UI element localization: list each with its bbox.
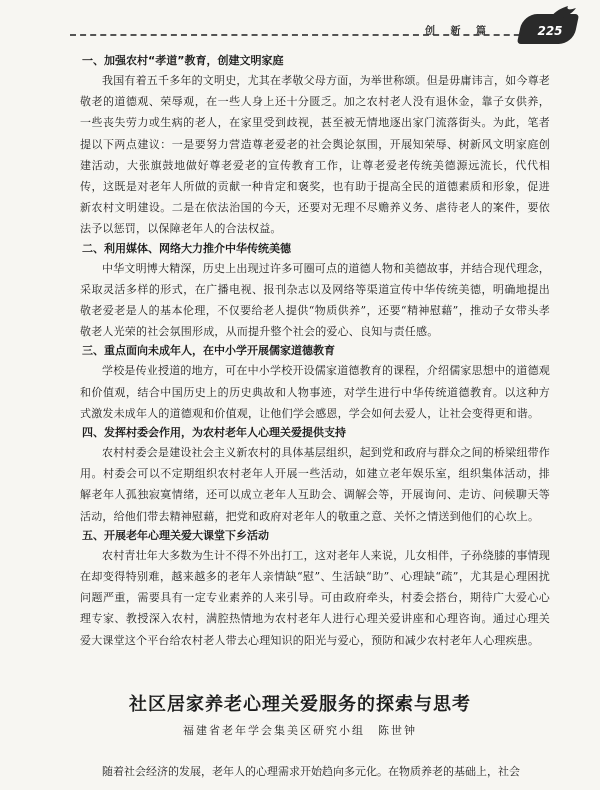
section-heading-4: 四、发挥村委会作用，为农村老年人心理关爱提供支持 <box>82 426 346 440</box>
section-label: 创 新 篇 <box>425 26 492 37</box>
section-heading-3: 三、重点面向未成年人，在中小学开展儒家道德教育 <box>82 344 335 358</box>
section-heading-1: 一、加强农村“孝道”教育，创建文明家庭 <box>82 54 284 67</box>
section-heading-5: 五、开展老年心理关爱大课堂下乡活动 <box>82 528 269 542</box>
section-paragraph-2: 中华文明博大精深，历史上出现过许多可圈可点的道德人物和美德故事，并结合现代理念，采取灵活多样的形式，在广播电视、报刊杂志以及网络等渠道宣传中华传统美德，明确地提出敬老爱老是人的基本伦理，不仅要给老人提供“物质供养”，还要“精神慰藉”，推动子女带头孝敬老人光荣的社会氛围形成，从而提升整个社会的爱心、良知与责任感。 <box>80 261 550 339</box>
section-heading-2: 二、利用媒体、网络大力推介中华传统美德 <box>82 241 291 255</box>
article-byline: 福建省老年学会集美区研究小组 陈世钟 <box>183 724 417 737</box>
article-body <box>80 52 550 651</box>
article-intro: 随着社会经济的发展，老年人的心理需求开始趋向多元化。在物质养老的基础上，社会 <box>102 765 520 778</box>
article-title: 社区居家养老心理关爱服务的探索与思考 <box>129 694 471 715</box>
dove-icon <box>548 4 578 22</box>
section-paragraph-1: 我国有着五千多年的文明史，尤其在孝敬父母方面，为举世称颂。但是毋庸讳言，如今尊老敬老的道德观、荣辱观，在一些人身上还十分匮乏。加之农村老人没有退休金，靠子女供养，一些丧失劳力或生病的老人，在家里受到歧视，甚至被无情地逐出家门流落街头。为此，笔者提以下两点建议：一是要努力营造尊老爱老的社会舆论氛围，开展知荣辱、树新风文明家庭创建活动，大张旗鼓地做好尊老爱老的宣传教育工作，让尊老爱老传统美德源远流长，代代相传，这既是对老年人所做的贡献一种肯定和褒奖，也有助于提高全民的道德素质和形象，促进新农村文明建设。二是在依法治国的今天，还要对无理不尽赡养义务、虐待老人的案件，要依法予以惩罚，以保障老年人的合法权益。 <box>80 74 550 236</box>
page-number: 225 <box>537 24 563 38</box>
section-paragraph-5: 农村青壮年大多数为生计不得不外出打工，这对老年人来说，儿女相伴，子孙绕膝的事情现在却变得特别难，越来越多的老年人亲情缺“慰”、生活缺“助”、心理缺“疏”，尤其是心理困扰问题严重，需要具有一定专业素养的人来引导。可由政府牵头，村委会搭台，期待广大爱心心理专家、教授深入农村，满腔热情地为农村老年人进行心理关爱讲座和心理咨询。通过心理关爱大课堂这个平台给农村老人带去心理知识的阳光与爱心，预防和减少农村老年人心理疾患。 <box>80 548 550 647</box>
section-paragraph-4: 农村村委会是建设社会主义新农村的具体基层组织，起到党和政府与群众之间的桥梁纽带作用。村委会可以不定期组织农村老年人开展一些活动，如建立老年娱乐室，组织集体活动，排解老年人孤独寂寞情绪，还可以成立老年人互助会、调解会等，开展询问、走访、问候聊天等活动，给他们带去精神慰藉，把党和政府对老年人的敬重之意、关怀之情送到他们的心坎上。 <box>80 446 550 523</box>
page-header <box>0 0 600 46</box>
section-paragraph-3: 学校是传业授道的地方，可在中小学校开设儒家道德教育的课程，介绍儒家思想中的道德观和价值观，结合中国历史上的历史典故和人物事迹，对学生进行中华传统道德教育。以这种方式激发未成年人的道德观和价值观，让他们学会感恩，学会如何去爱人，让社会变得更和谐。 <box>80 364 550 420</box>
